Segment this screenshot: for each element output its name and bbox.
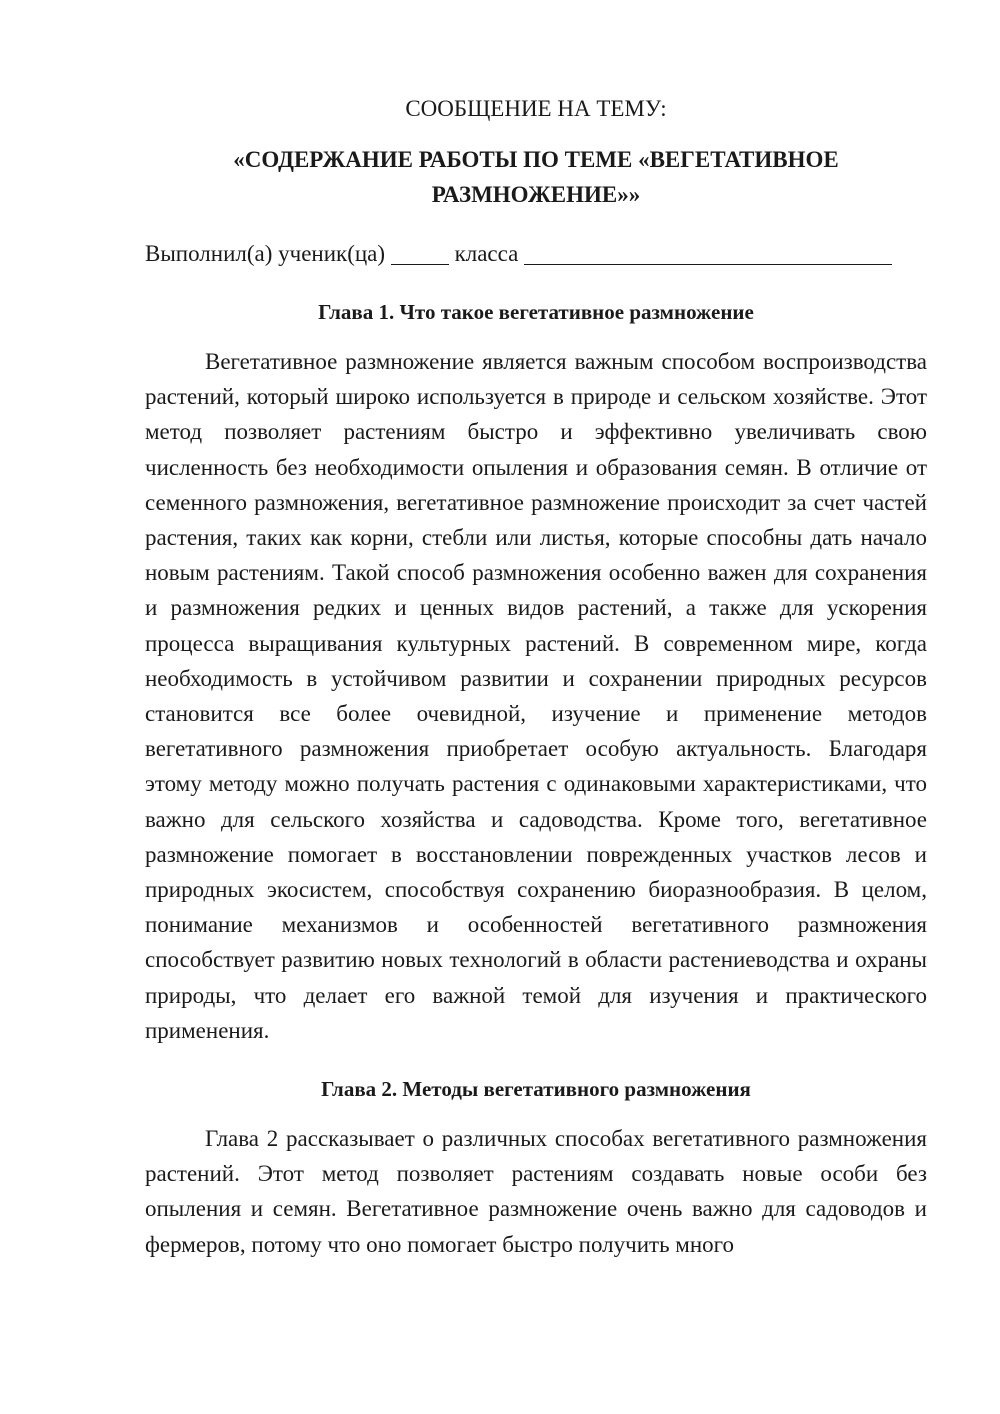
class-label: класса (454, 241, 519, 266)
author-prefix: Выполнил(а) ученик(ца) (145, 241, 386, 266)
author-line (145, 236, 927, 271)
document-heading: СООБЩЕНИЕ НА ТЕМУ: (405, 96, 667, 121)
chapter-2-title: Глава 2. Методы вегетативного размножения (321, 1077, 751, 1102)
chapter-1-paragraph: Вегетативное размножение является важным способом воспроизводства растений, который широко используется в природе и сельском хозяйстве. Этот метод позволяет растениям быстро и эффективно увеличивать свою численность без необходимости опыления и образования семян. В отличие от семенного размножения, вегетативное размножение происходит за счет частей растения, таких как корни, стебли или листья, которые способны дать начало новым растениям. Такой способ размножения особенно важен для сохранения и размножения редких и ценных видов растений, а также для ускорения процесса выращивания культурных растений. В современном мире, когда необходимость в устойчивом развитии и сохранении природных ресурсов становится все более очевидной, изучение и применение методов вегетативного размножения приобретает особую актуальность. Благодаря этому методу можно получать растения с одинаковыми характеристиками, что важно для сельского хозяйства и садоводства. Кроме того, вегетативное размножение помогает в восстановлении поврежденных участков лесов и природных экосистем, способствуя сохранению биоразнообразия. В целом, понимание механизмов и особенностей вегетативного размножения способствует развитию новых технологий в области растениеводства и охраны природы, что делает его важной темой для изучения и практического применения. (145, 349, 927, 1043)
chapter-1-title: Глава 1. Что такое вегетативное размножение (318, 300, 754, 324)
chapter-2-paragraph: Глава 2 рассказывает о различных способах вегетативного размножения растений. Этот метод позволяет растениям создавать новые особи без опыления и семян. Вегетативное размножение очень важно для садоводов и фермеров, потому что оно помогает быстро получить много (145, 1126, 927, 1257)
class-blank (391, 238, 449, 265)
document-page (145, 90, 927, 1262)
document-title: «СОДЕРЖАНИЕ РАБОТЫ ПО ТЕМЕ «ВЕГЕТАТИВНОЕ РАЗМНОЖЕНИЕ»» (233, 147, 839, 207)
name-blank (524, 238, 892, 265)
